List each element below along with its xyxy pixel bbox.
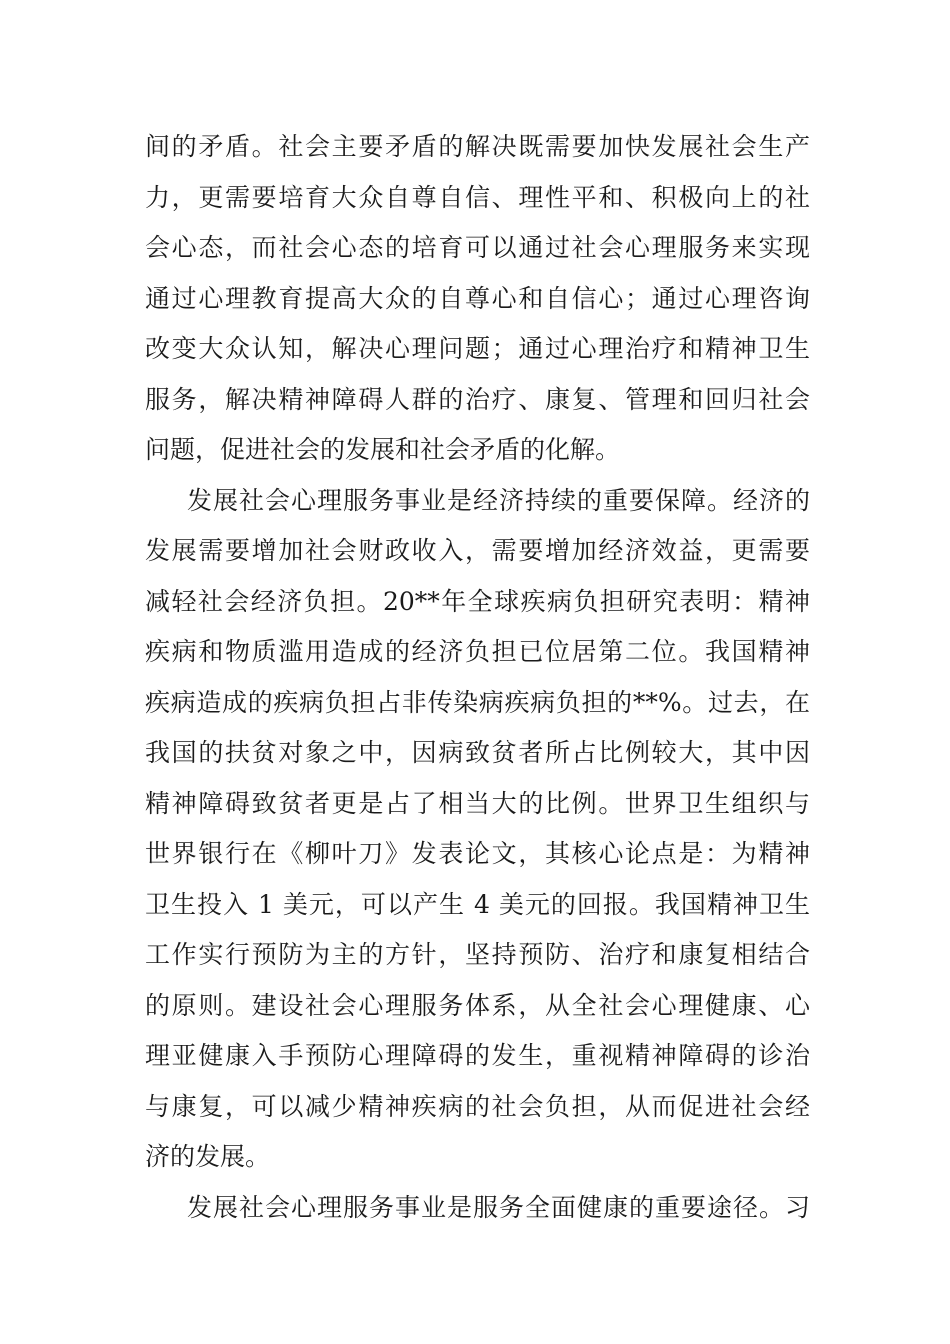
text-line: 与康复，可以减少精神疾病的社会负担，从而促进社会经 [145, 1091, 810, 1121]
paragraph-first-line: 发展社会心理服务事业是服务全面健康的重要途径。习 [187, 1192, 810, 1222]
text-line: 改变大众认知，解决心理问题；通过心理治疗和精神卫生 [145, 334, 810, 363]
text-line: 间的矛盾。社会主要矛盾的解决既需要加快发展社会生产 [145, 132, 810, 161]
text-line: 发展需要增加社会财政收入，需要增加经济效益，更需要 [145, 536, 810, 565]
text-line: 的原则。建设社会心理服务体系，从全社会心理健康、心 [145, 990, 810, 1020]
text-line: 卫生投入 1 美元，可以产生 4 美元的回报。我国精神卫生 [145, 889, 810, 919]
text-line: 力，更需要培育大众自尊自信、理性平和、积极向上的社 [145, 182, 810, 212]
text-line: 疾病和物质滥用造成的经济负担已位居第二位。我国精神 [145, 637, 810, 666]
text-line: 工作实行预防为主的方针，坚持预防、治疗和康复相结合 [145, 940, 810, 969]
text-line: 精神障碍致贫者更是占了相当大的比例。世界卫生组织与 [145, 788, 810, 818]
text-line: 济的发展。 [145, 1142, 271, 1171]
text-line: 疾病造成的疾病负担占非传染病疾病负担的**%。过去，在 [145, 687, 810, 717]
body-text [145, 122, 810, 1233]
text-line: 世界银行在《柳叶刀》发表论文，其核心论点是：为精神 [145, 839, 810, 868]
text-line: 减轻社会经济负担。20**年全球疾病负担研究表明：精神 [145, 586, 810, 616]
text-line: 我国的扶贫对象之中，因病致贫者所占比例较大，其中因 [145, 738, 810, 767]
paragraph-first-line: 发展社会心理服务事业是经济持续的重要保障。经济的 [187, 485, 810, 515]
text-line: 理亚健康入手预防心理障碍的发生，重视精神障碍的诊治 [145, 1041, 810, 1070]
text-line: 问题，促进社会的发展和社会矛盾的化解。 [145, 435, 621, 464]
text-line: 会心态，而社会心态的培育可以通过社会心理服务来实现 [145, 233, 810, 262]
text-line: 服务，解决精神障碍人群的治疗、康复、管理和回归社会 [145, 384, 810, 414]
text-line: 通过心理教育提高大众的自尊心和自信心；通过心理咨询 [145, 283, 810, 313]
